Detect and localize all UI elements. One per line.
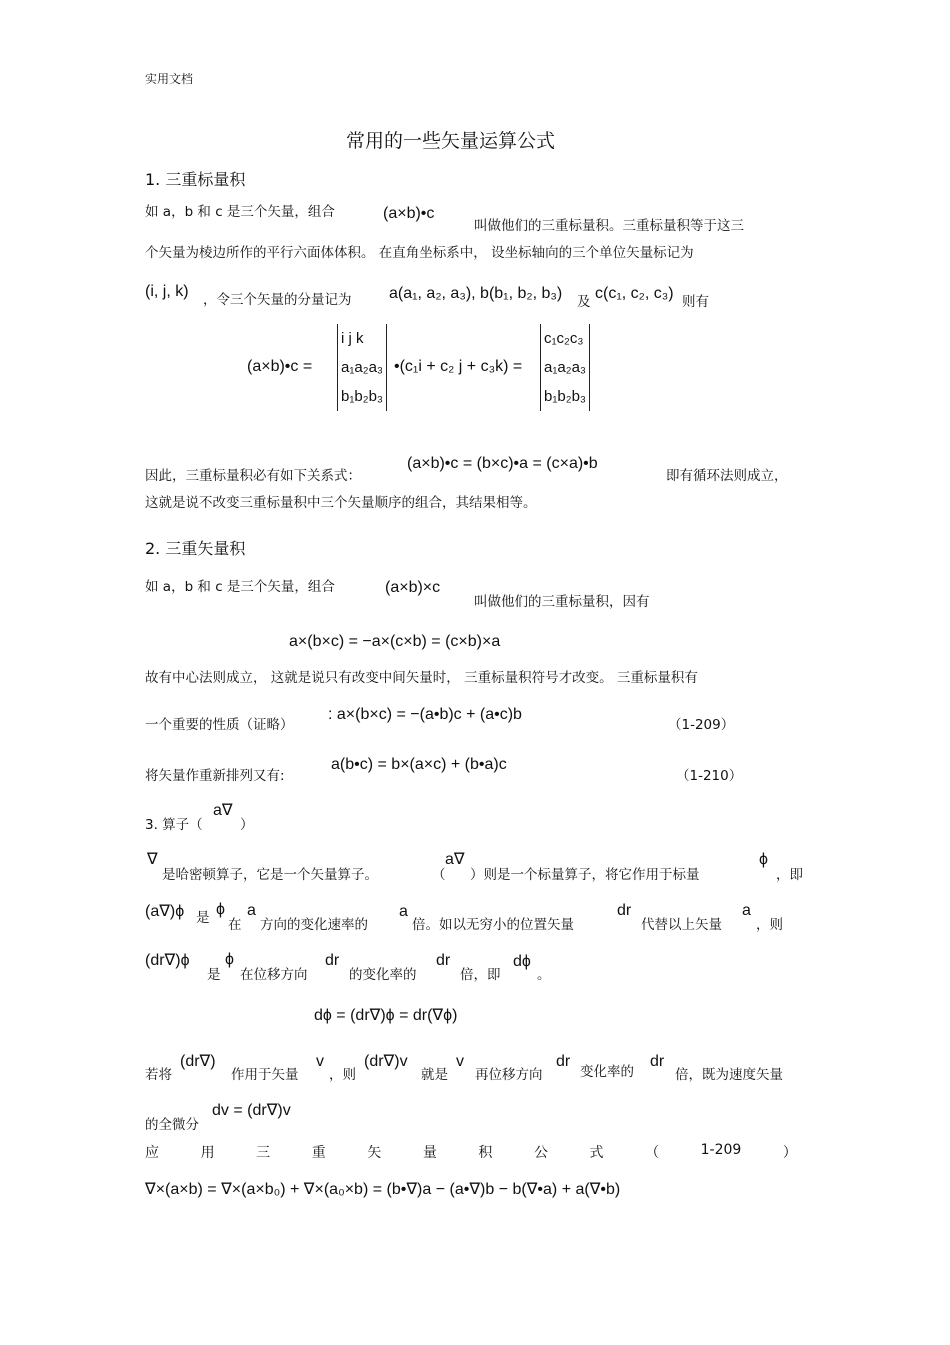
s1-det-lhs: (a×b)•c =: [247, 358, 313, 375]
s1-determinant-1: [337, 324, 387, 411]
s3-dr-nabla-phi: (dr∇)ϕ: [145, 952, 190, 969]
vector-a-symbol: a: [247, 902, 256, 919]
s3-is-text-2: 是: [207, 967, 221, 983]
s1-cyclic-relation: (a×b)•c = (b×c)•a = (c×a)•b: [407, 455, 598, 472]
s3-then-text: ，则: [756, 917, 783, 933]
s3-dr-nabla-v: (dr∇)v: [364, 1053, 408, 1070]
s2-formula-1209: : a×(b×c) = −(a•b)c + (a•c)b: [328, 706, 522, 723]
spread-char: 用: [200, 1145, 215, 1161]
det1-row-3: b₁b₂b₃: [341, 388, 384, 405]
s3-a-nabla-inline: a∇: [445, 851, 465, 868]
nabla-symbol: ∇: [147, 851, 158, 868]
spread-char: 量: [422, 1145, 437, 1161]
phi-symbol: ϕ: [225, 951, 234, 968]
s1-scalar-triple-expr: (a×b)•c: [383, 205, 435, 222]
s1-conclusion-text: 这就是说不改变三重标量积中三个矢量顺序的组合，其结果相等。: [145, 495, 537, 511]
spread-char: 积: [478, 1145, 493, 1161]
s2-rearrange-text: 将矢量作重新排列又有:: [145, 768, 285, 784]
dr-symbol: dr: [556, 1053, 571, 1070]
spread-char: 矢: [367, 1145, 382, 1161]
s3-direction-text: 再位移方向: [475, 1067, 543, 1083]
section-1-heading: 1. 三重标量积: [145, 170, 246, 189]
s3-rate-text: 方向的变化速率的: [260, 917, 368, 933]
s3-hamilton-text: 是哈密顿算子，它是一个矢量算子。: [162, 867, 378, 883]
s3-a-nabla-phi: (a∇)ϕ: [145, 903, 185, 920]
s1-cyclic-text: 即有循环法则成立，: [666, 468, 788, 484]
s2-intro-text: 如 a，b 和 c 是三个矢量，组合: [145, 579, 335, 595]
spread-char: （: [645, 1145, 660, 1161]
s1-components-c: c(c₁, c₂, c₃): [595, 285, 674, 302]
s2-formula-1210: a(b•c) = b×(a×c) + (b•a)c: [331, 756, 507, 773]
s1-volume-text: 个矢量为棱边所作的平行六面体体积。 在直角坐标系中， 设坐标轴向的三个单位矢量标记为: [145, 245, 694, 261]
vector-a-symbol: a: [742, 902, 751, 919]
spread-char: 公: [533, 1145, 548, 1161]
det1-row-1: i j k: [341, 330, 364, 347]
s3-dv-equation: dv = (dr∇)v: [212, 1102, 291, 1119]
s3-paren-open: （: [432, 867, 446, 883]
s1-det-mid: •(c₁i + c₂ j + c₃k) =: [394, 358, 523, 375]
s3-velocity-text: 倍，既为速度矢量: [675, 1067, 783, 1083]
s2-eq-number-1209: （1-209）: [668, 717, 735, 733]
s3-is-text: 是: [196, 910, 210, 926]
s2-center-rule-text: 故有中心法则成立， 这就是说只有改变中间矢量时， 三重标量积符号才改变。 三重标量积有: [145, 670, 698, 686]
dr-symbol: dr: [436, 952, 451, 969]
det2-row-2: a₁a₂a₃: [544, 359, 587, 376]
s3-change-rate-text: 的变化率的: [349, 967, 417, 983]
s2-property-text: 一个重要的性质（证略）: [145, 717, 294, 733]
s3-curl-formula: ∇×(a×b) = ∇×(a×b₀) + ∇×(a₀×b) = (b•∇)a − (a•∇)b − b(∇•a) + a(∇•b): [145, 1181, 621, 1198]
s3-then-text-2: ，则: [329, 1067, 356, 1083]
s1-and-text: 及: [577, 294, 591, 310]
s3-total-diff-text: 的全微分: [145, 1117, 199, 1133]
s3-namely-text: ，即: [776, 867, 803, 883]
s3-is-text-3: 就是: [421, 1067, 448, 1083]
s3-apply-vector-text: 作用于矢量: [231, 1067, 299, 1083]
spread-char: 重: [311, 1145, 326, 1161]
s1-then-text: 则有: [682, 294, 709, 310]
s2-intro-text-cont: 叫做他们的三重标量积，因有: [474, 594, 650, 610]
s3-in-text: 在: [228, 917, 242, 933]
s1-components-ab: a(a₁, a₂, a₃), b(b₁, b₂, b₃): [389, 285, 563, 302]
spread-char: 应: [145, 1145, 159, 1161]
s3-times-namely-text: 倍，即: [460, 967, 501, 983]
section-3-heading: 3. 算子（: [145, 817, 203, 833]
s1-unit-vectors: (i, j, k): [145, 283, 189, 300]
spread-eq-number: 1-209: [700, 1142, 742, 1158]
spread-char: 三: [256, 1145, 271, 1161]
spread-char: ）: [782, 1145, 797, 1161]
s3-heading-close: ）: [240, 817, 254, 833]
s2-eq-number-1210: （1-210）: [676, 768, 743, 784]
s2-vector-triple-expr: (a×b)×c: [385, 579, 441, 596]
phi-symbol: ϕ: [759, 851, 768, 868]
s1-intro-text: 如 a，b 和 c 是三个矢量，组合: [145, 204, 335, 220]
phi-symbol: ϕ: [216, 901, 225, 918]
s1-intro-text-cont: 叫做他们的三重标量积。三重标量积等于这三: [474, 218, 744, 234]
s3-displacement-text: 在位移方向: [240, 967, 308, 983]
s3-period: 。: [537, 967, 551, 983]
s3-a-nabla-operator: a∇: [213, 802, 233, 819]
s1-relation-text: 因此，三重标量积必有如下关系式：: [145, 468, 361, 484]
dr-symbol: dr: [325, 952, 340, 969]
vector-a-symbol: a: [399, 903, 408, 920]
s1-component-text: ，令三个矢量的分量记为: [203, 292, 352, 308]
dr-symbol: dr: [617, 902, 632, 919]
det2-row-1: c₁c₂c₃: [544, 330, 584, 347]
s3-times-text: 倍。如以无穷小的位置矢量: [412, 917, 574, 933]
s1-determinant-2: [540, 324, 590, 411]
s3-if-text: 若将: [145, 1067, 172, 1083]
s3-dr-nabla-operator: (dr∇): [180, 1053, 216, 1070]
dr-symbol: dr: [650, 1053, 665, 1070]
s3-scalar-operator-text: ）则是一个标量算子，将它作用于标量: [470, 867, 700, 883]
section-2-heading: 2. 三重矢量积: [145, 539, 246, 558]
s3-change-rate-text-2: 变化率的: [580, 1064, 634, 1080]
s3-replace-text: 代替以上矢量: [641, 917, 722, 933]
det2-row-3: b₁b₂b₃: [544, 388, 587, 405]
vector-v-symbol: v: [316, 1053, 324, 1070]
s3-apply-formula-line: [145, 1142, 797, 1162]
det1-row-2: a₁a₂a₃: [341, 359, 384, 376]
page-title: 常用的一些矢量运算公式: [346, 130, 556, 152]
spread-char: 式: [589, 1145, 604, 1161]
vector-v-symbol: v: [456, 1053, 464, 1070]
s3-dphi-equation: dϕ = (dr∇)ϕ = dr(∇ϕ): [314, 1007, 458, 1024]
s2-equation: a×(b×c) = −a×(c×b) = (c×b)×a: [289, 633, 501, 650]
page-header: 实用文档: [145, 72, 194, 86]
dphi-symbol: dϕ: [513, 953, 531, 970]
